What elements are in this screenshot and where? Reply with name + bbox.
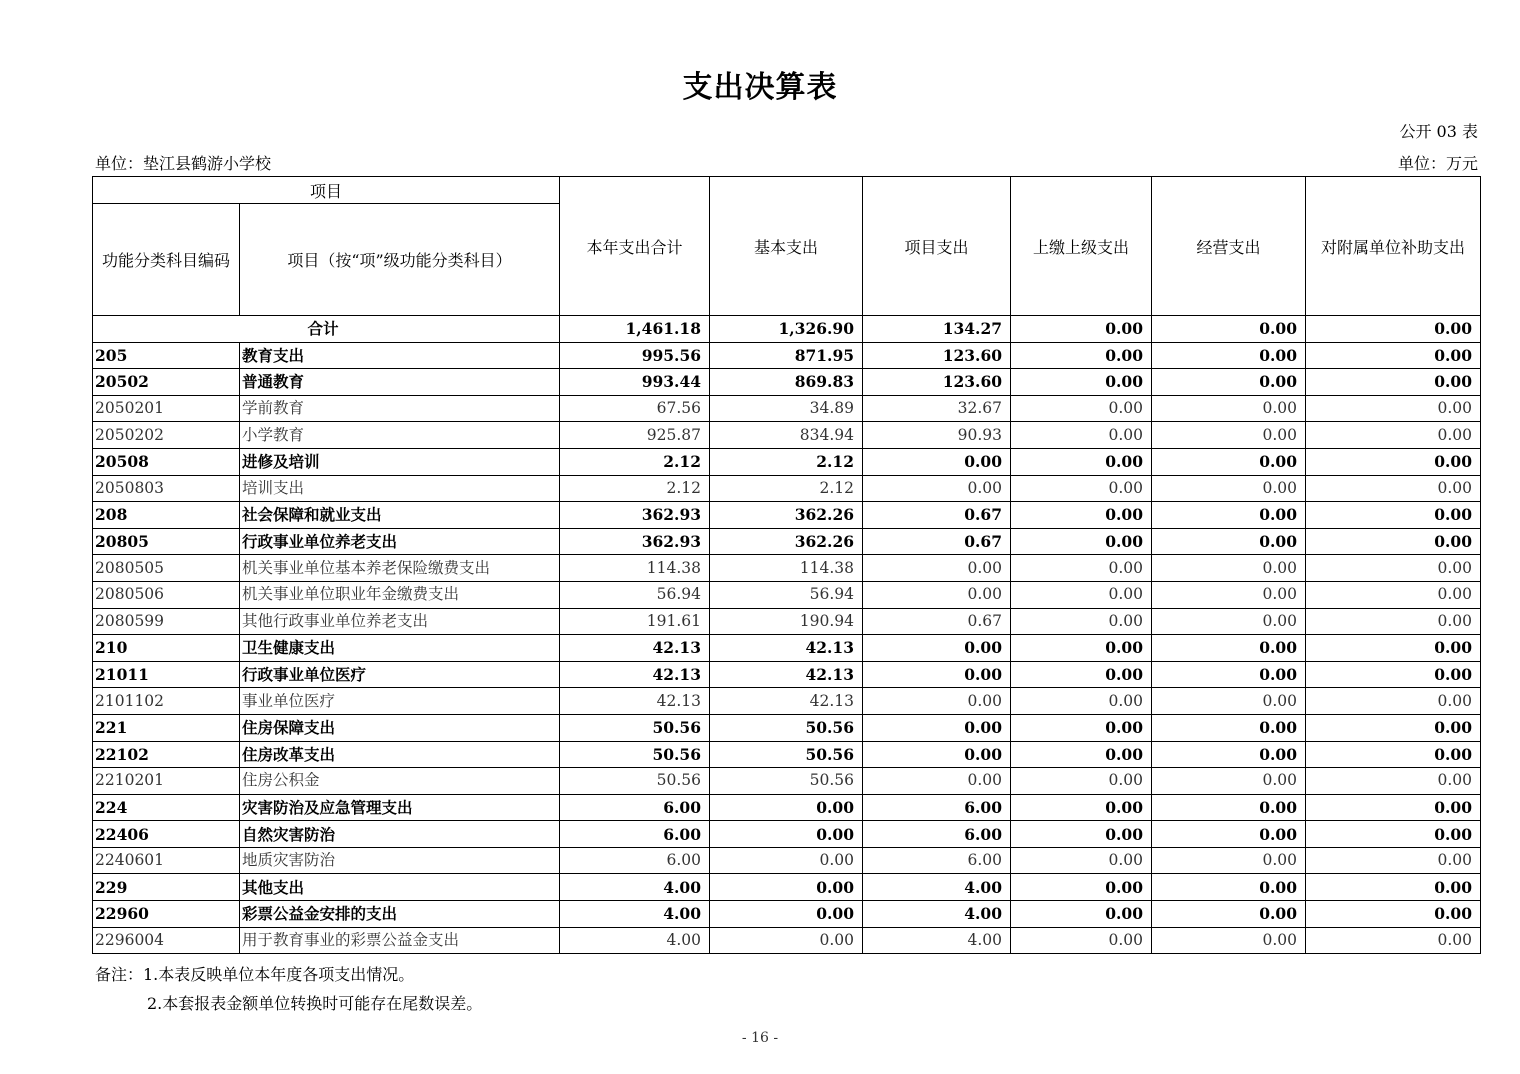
cell-upper: 0.00 [1011,422,1152,449]
cell-code: 2050201 [93,395,240,422]
cell-business: 0.00 [1152,768,1306,795]
cell-project: 90.93 [863,422,1011,449]
table-row [93,688,1481,715]
cell-name: 学前教育 [240,395,560,422]
cell-project: 123.60 [863,342,1011,369]
cell-business: 0.00 [1152,847,1306,874]
cell-code: 2080505 [93,555,240,582]
cell-code: 2296004 [93,927,240,954]
cell-name: 住房保障支出 [240,714,560,741]
cell-business: 0.00 [1152,794,1306,821]
cell-total: 4.00 [560,927,710,954]
cell-subsidy: 0.00 [1306,635,1481,662]
table-row [93,475,1481,502]
cell-business: 0.00 [1152,927,1306,954]
cell-basic: 2.12 [710,475,863,502]
cell-subsidy: 0.00 [1306,475,1481,502]
page-title: 支出决算表 [682,70,838,105]
cell-business: 0.00 [1152,635,1306,662]
cell-name: 机关事业单位基本养老保险缴费支出 [240,555,560,582]
cell-subsidy: 0.00 [1306,661,1481,688]
cell-total: 362.93 [560,528,710,555]
cell-business: 0.00 [1152,555,1306,582]
cell-project: 0.00 [863,555,1011,582]
cell-business: 0.00 [1152,581,1306,608]
cell-upper: 0.00 [1011,635,1152,662]
cell-upper: 0.00 [1011,395,1152,422]
cell-upper: 0.00 [1011,369,1152,396]
cell-name: 小学教育 [240,422,560,449]
cell-business: 0.00 [1152,475,1306,502]
cell-code: 221 [93,714,240,741]
cell-subsidy: 0.00 [1306,768,1481,795]
cell-basic: 362.26 [710,502,863,529]
table-row [93,874,1481,901]
cell-name: 地质灾害防治 [240,847,560,874]
cell-subsidy: 0.00 [1306,847,1481,874]
cell-basic: 0.00 [710,927,863,954]
total-upper: 0.00 [1011,316,1152,343]
cell-project: 0.00 [863,581,1011,608]
header-name: 项目（按“项”级功能分类科目） [240,204,560,316]
cell-basic: 0.00 [710,874,863,901]
table-row [93,581,1481,608]
cell-total: 67.56 [560,395,710,422]
table-row [93,847,1481,874]
cell-code: 205 [93,342,240,369]
table-row [93,528,1481,555]
cell-name: 事业单位医疗 [240,688,560,715]
cell-upper: 0.00 [1011,342,1152,369]
cell-business: 0.00 [1152,608,1306,635]
cell-basic: 42.13 [710,688,863,715]
cell-upper: 0.00 [1011,901,1152,928]
cell-upper: 0.00 [1011,768,1152,795]
cell-subsidy: 0.00 [1306,369,1481,396]
cell-subsidy: 0.00 [1306,448,1481,475]
total-business: 0.00 [1152,316,1306,343]
cell-business: 0.00 [1152,395,1306,422]
unit-currency: 单位：万元 [1397,154,1478,173]
cell-basic: 0.00 [710,794,863,821]
cell-project: 0.67 [863,608,1011,635]
cell-name: 教育支出 [240,342,560,369]
cell-upper: 0.00 [1011,448,1152,475]
cell-code: 2080599 [93,608,240,635]
cell-business: 0.00 [1152,661,1306,688]
cell-code: 22406 [93,821,240,848]
cell-name: 社会保障和就业支出 [240,502,560,529]
cell-subsidy: 0.00 [1306,688,1481,715]
cell-business: 0.00 [1152,502,1306,529]
header-basic: 基本支出 [710,177,863,316]
cell-name: 其他支出 [240,874,560,901]
cell-business: 0.00 [1152,528,1306,555]
cell-code: 210 [93,635,240,662]
header-upper: 上缴上级支出 [1011,177,1152,316]
unit-organization: 单位：垫江县鹤游小学校 [95,154,272,173]
cell-business: 0.00 [1152,874,1306,901]
table-row [93,422,1481,449]
cell-subsidy: 0.00 [1306,608,1481,635]
cell-subsidy: 0.00 [1306,874,1481,901]
cell-basic: 0.00 [710,821,863,848]
total-total: 1,461.18 [560,316,710,343]
total-subsidy: 0.00 [1306,316,1481,343]
cell-upper: 0.00 [1011,502,1152,529]
table-row [93,821,1481,848]
cell-basic: 34.89 [710,395,863,422]
cell-business: 0.00 [1152,821,1306,848]
total-row [93,316,1481,343]
table-row [93,927,1481,954]
total-label: 合计 [93,316,560,343]
cell-business: 0.00 [1152,369,1306,396]
cell-total: 6.00 [560,847,710,874]
table-row [93,661,1481,688]
cell-upper: 0.00 [1011,714,1152,741]
form-number: 公开 03 表 [1399,122,1478,141]
cell-upper: 0.00 [1011,821,1152,848]
header-item: 项目 [93,177,560,204]
cell-total: 6.00 [560,794,710,821]
cell-business: 0.00 [1152,741,1306,768]
cell-code: 208 [93,502,240,529]
cell-upper: 0.00 [1011,555,1152,582]
cell-code: 20502 [93,369,240,396]
cell-basic: 834.94 [710,422,863,449]
cell-project: 0.00 [863,741,1011,768]
cell-project: 0.67 [863,528,1011,555]
cell-project: 0.00 [863,661,1011,688]
cell-basic: 0.00 [710,847,863,874]
cell-business: 0.00 [1152,342,1306,369]
cell-total: 191.61 [560,608,710,635]
cell-code: 229 [93,874,240,901]
page-number: - 16 - [741,1030,779,1046]
cell-basic: 50.56 [710,741,863,768]
cell-upper: 0.00 [1011,927,1152,954]
cell-code: 2050202 [93,422,240,449]
cell-total: 362.93 [560,502,710,529]
note-line-1: 备注：1.本表反映单位本年度各项支出情况。 [95,965,415,984]
table-row [93,555,1481,582]
cell-upper: 0.00 [1011,874,1152,901]
cell-project: 4.00 [863,901,1011,928]
cell-basic: 869.83 [710,369,863,396]
table-row [93,714,1481,741]
cell-name: 其他行政事业单位养老支出 [240,608,560,635]
total-project: 134.27 [863,316,1011,343]
cell-subsidy: 0.00 [1306,714,1481,741]
cell-basic: 50.56 [710,768,863,795]
cell-project: 6.00 [863,847,1011,874]
table-row [93,395,1481,422]
header-subsidy: 对附属单位补助支出 [1306,177,1481,316]
cell-code: 20805 [93,528,240,555]
cell-name: 卫生健康支出 [240,635,560,662]
cell-total: 50.56 [560,768,710,795]
expenditure-table [92,176,1481,954]
cell-total: 2.12 [560,448,710,475]
cell-upper: 0.00 [1011,688,1152,715]
table-row [93,901,1481,928]
cell-basic: 362.26 [710,528,863,555]
cell-business: 0.00 [1152,688,1306,715]
cell-total: 50.56 [560,714,710,741]
cell-project: 0.00 [863,688,1011,715]
cell-name: 机关事业单位职业年金缴费支出 [240,581,560,608]
cell-project: 6.00 [863,794,1011,821]
cell-business: 0.00 [1152,422,1306,449]
notes [95,960,482,1018]
table-row [93,502,1481,529]
cell-total: 50.56 [560,741,710,768]
cell-total: 4.00 [560,874,710,901]
cell-basic: 42.13 [710,635,863,662]
cell-name: 住房公积金 [240,768,560,795]
table-row [93,448,1481,475]
cell-total: 995.56 [560,342,710,369]
header-project: 项目支出 [863,177,1011,316]
cell-project: 0.00 [863,635,1011,662]
header-total: 本年支出合计 [560,177,710,316]
cell-name: 行政事业单位医疗 [240,661,560,688]
cell-code: 21011 [93,661,240,688]
cell-project: 32.67 [863,395,1011,422]
cell-upper: 0.00 [1011,661,1152,688]
cell-total: 925.87 [560,422,710,449]
cell-project: 4.00 [863,874,1011,901]
cell-subsidy: 0.00 [1306,555,1481,582]
cell-name: 住房改革支出 [240,741,560,768]
cell-name: 普通教育 [240,369,560,396]
cell-subsidy: 0.00 [1306,342,1481,369]
cell-subsidy: 0.00 [1306,741,1481,768]
note-line-2: 2.本套报表金额单位转换时可能存在尾数误差。 [147,994,483,1013]
cell-total: 56.94 [560,581,710,608]
cell-code: 2050803 [93,475,240,502]
cell-code: 2080506 [93,581,240,608]
cell-basic: 114.38 [710,555,863,582]
cell-total: 2.12 [560,475,710,502]
cell-total: 114.38 [560,555,710,582]
cell-code: 224 [93,794,240,821]
cell-project: 4.00 [863,927,1011,954]
cell-total: 4.00 [560,901,710,928]
cell-business: 0.00 [1152,714,1306,741]
cell-code: 2210201 [93,768,240,795]
cell-subsidy: 0.00 [1306,821,1481,848]
cell-name: 培训支出 [240,475,560,502]
table-row [93,342,1481,369]
cell-code: 2240601 [93,847,240,874]
cell-upper: 0.00 [1011,475,1152,502]
cell-name: 进修及培训 [240,448,560,475]
cell-upper: 0.00 [1011,741,1152,768]
cell-project: 0.00 [863,768,1011,795]
cell-code: 20508 [93,448,240,475]
cell-basic: 56.94 [710,581,863,608]
header-code: 功能分类科目编码 [93,204,240,316]
cell-project: 0.67 [863,502,1011,529]
table-row [93,741,1481,768]
cell-basic: 2.12 [710,448,863,475]
table-row [93,768,1481,795]
cell-total: 42.13 [560,688,710,715]
table-row [93,608,1481,635]
cell-total: 993.44 [560,369,710,396]
cell-subsidy: 0.00 [1306,794,1481,821]
cell-basic: 190.94 [710,608,863,635]
cell-upper: 0.00 [1011,794,1152,821]
cell-project: 0.00 [863,448,1011,475]
cell-total: 6.00 [560,821,710,848]
cell-basic: 0.00 [710,901,863,928]
cell-project: 123.60 [863,369,1011,396]
cell-project: 6.00 [863,821,1011,848]
cell-project: 0.00 [863,714,1011,741]
cell-upper: 0.00 [1011,581,1152,608]
cell-subsidy: 0.00 [1306,581,1481,608]
cell-business: 0.00 [1152,901,1306,928]
cell-subsidy: 0.00 [1306,422,1481,449]
table-row [93,794,1481,821]
cell-name: 灾害防治及应急管理支出 [240,794,560,821]
cell-upper: 0.00 [1011,847,1152,874]
cell-code: 2101102 [93,688,240,715]
cell-subsidy: 0.00 [1306,395,1481,422]
cell-name: 彩票公益金安排的支出 [240,901,560,928]
table-row [93,635,1481,662]
cell-subsidy: 0.00 [1306,927,1481,954]
cell-name: 自然灾害防治 [240,821,560,848]
total-basic: 1,326.90 [710,316,863,343]
cell-code: 22960 [93,901,240,928]
cell-total: 42.13 [560,635,710,662]
cell-name: 用于教育事业的彩票公益金支出 [240,927,560,954]
cell-basic: 42.13 [710,661,863,688]
cell-basic: 50.56 [710,714,863,741]
cell-subsidy: 0.00 [1306,901,1481,928]
cell-project: 0.00 [863,475,1011,502]
table-row [93,369,1481,396]
cell-total: 42.13 [560,661,710,688]
cell-business: 0.00 [1152,448,1306,475]
cell-upper: 0.00 [1011,528,1152,555]
cell-subsidy: 0.00 [1306,502,1481,529]
cell-upper: 0.00 [1011,608,1152,635]
header-business: 经营支出 [1152,177,1306,316]
cell-name: 行政事业单位养老支出 [240,528,560,555]
cell-code: 22102 [93,741,240,768]
cell-basic: 871.95 [710,342,863,369]
cell-subsidy: 0.00 [1306,528,1481,555]
